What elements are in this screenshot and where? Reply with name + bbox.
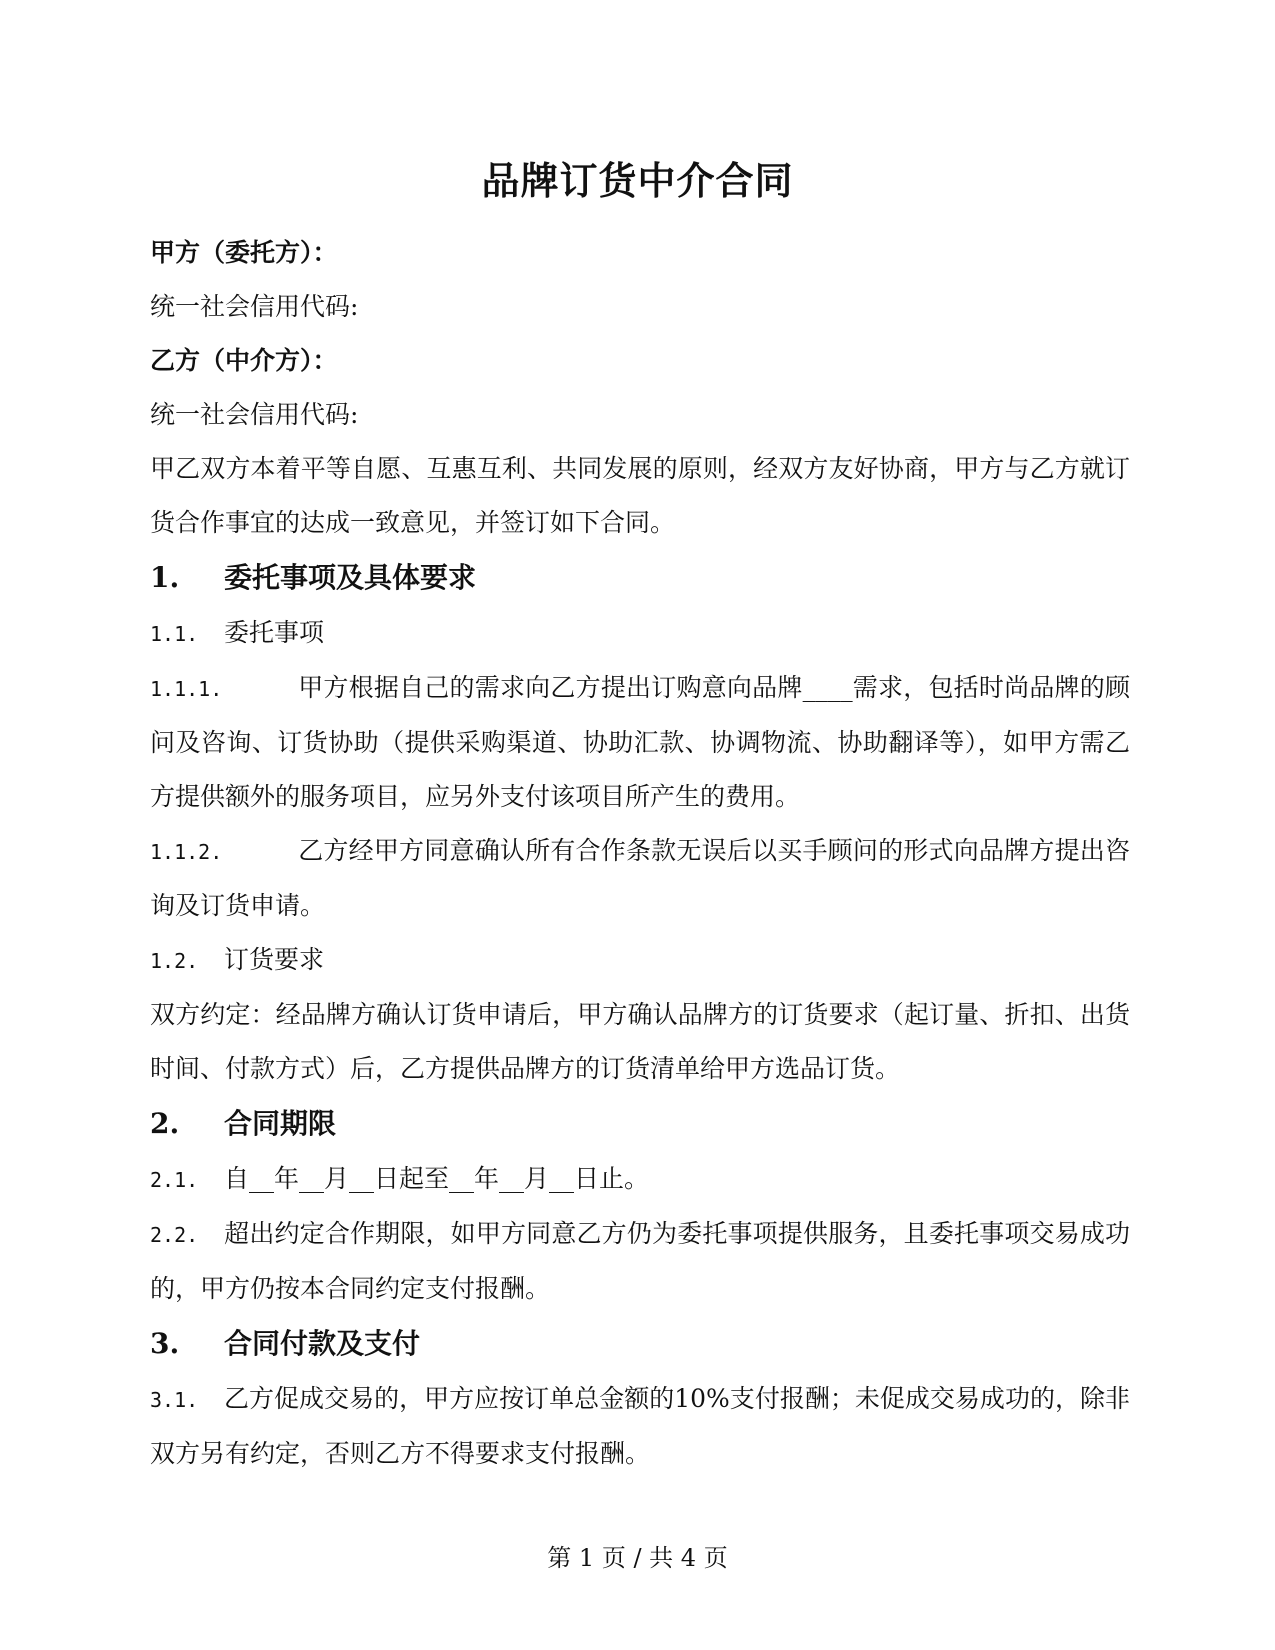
clause-2-1 xyxy=(150,1152,1130,1207)
order-requirements-paragraph: 双方约定：经品牌方确认订货申请后，甲方确认品牌方的订货要求（起订量、折扣、出货时间、付款方式）后，乙方提供品牌方的订货清单给甲方选品订货。 xyxy=(150,1000,1130,1083)
clause-number: 3.1. xyxy=(150,1388,199,1412)
intro-paragraph: 甲乙双方本着平等自愿、互惠互利、共同发展的原则，经双方友好协商，甲方与乙方就订货合作事宜的达成一致意见，并签订如下合同。 xyxy=(150,454,1130,537)
party-a-label: 甲方（委托方）： xyxy=(150,238,338,267)
section-number: 3. xyxy=(150,1327,180,1360)
clause-2-2 xyxy=(150,1207,1130,1316)
document-body xyxy=(150,226,1130,1481)
clause-text: 乙方促成交易的，甲方应按订单总金额的10%支付报酬；未促成交易成功的，除非双方另有约定，否则乙方不得要求支付报酬。 xyxy=(150,1384,1130,1468)
clause-3-1 xyxy=(150,1372,1130,1481)
clause-number: 1.1.2. xyxy=(150,840,223,864)
clause-text: 自__年__月__日起至__年__月__日止。 xyxy=(224,1164,650,1193)
subsection-number: 1.2. xyxy=(150,949,199,973)
clause-number: 1.1.1. xyxy=(150,677,223,701)
section-heading-2 xyxy=(150,1096,1130,1152)
clause-number: 2.1. xyxy=(150,1168,199,1192)
document-title: 品牌订货中介合同 xyxy=(481,158,794,203)
section-heading-3 xyxy=(150,1316,1130,1372)
section-title: 合同期限 xyxy=(224,1107,337,1140)
subsection-title: 订货要求 xyxy=(224,945,325,974)
clause-1-1-2 xyxy=(150,824,1130,933)
party-b-label: 乙方（中介方）： xyxy=(150,346,338,375)
clause-number: 2.2. xyxy=(150,1223,199,1247)
clause-1-1-1 xyxy=(150,661,1130,824)
section-title: 合同付款及支付 xyxy=(224,1327,421,1360)
subsection-1-1 xyxy=(150,606,1130,661)
clause-text: 超出约定合作期限，如甲方同意乙方仍为委托事项提供服务，且委托事项交易成功的，甲方仍按本合同约定支付报酬。 xyxy=(150,1219,1130,1303)
subsection-title: 委托事项 xyxy=(224,618,325,647)
party-b-credit-code: 统一社会信用代码: xyxy=(150,400,359,429)
subsection-number: 1.1. xyxy=(150,622,199,646)
clause-text: 甲方根据自己的需求向乙方提出订购意向品牌____需求，包括时尚品牌的顾问及咨询、订货协助（提供采购渠道、协助汇款、协调物流、协助翻译等），如甲方需乙方提供额外的服务项目，应另外支付该项目所产生的费用。 xyxy=(150,673,1130,811)
party-a-credit-code: 统一社会信用代码: xyxy=(150,292,359,321)
section-heading-1 xyxy=(150,550,1130,606)
clause-text: 乙方经甲方同意确认所有合作条款无误后以买手顾问的形式向品牌方提出咨询及订货申请。 xyxy=(150,836,1130,920)
subsection-1-2 xyxy=(150,933,1130,988)
section-number: 1. xyxy=(150,561,180,594)
section-number: 2. xyxy=(150,1107,180,1140)
page-footer: 第 1 页 / 共 4 页 xyxy=(547,1544,728,1572)
section-title: 委托事项及具体要求 xyxy=(224,561,477,594)
